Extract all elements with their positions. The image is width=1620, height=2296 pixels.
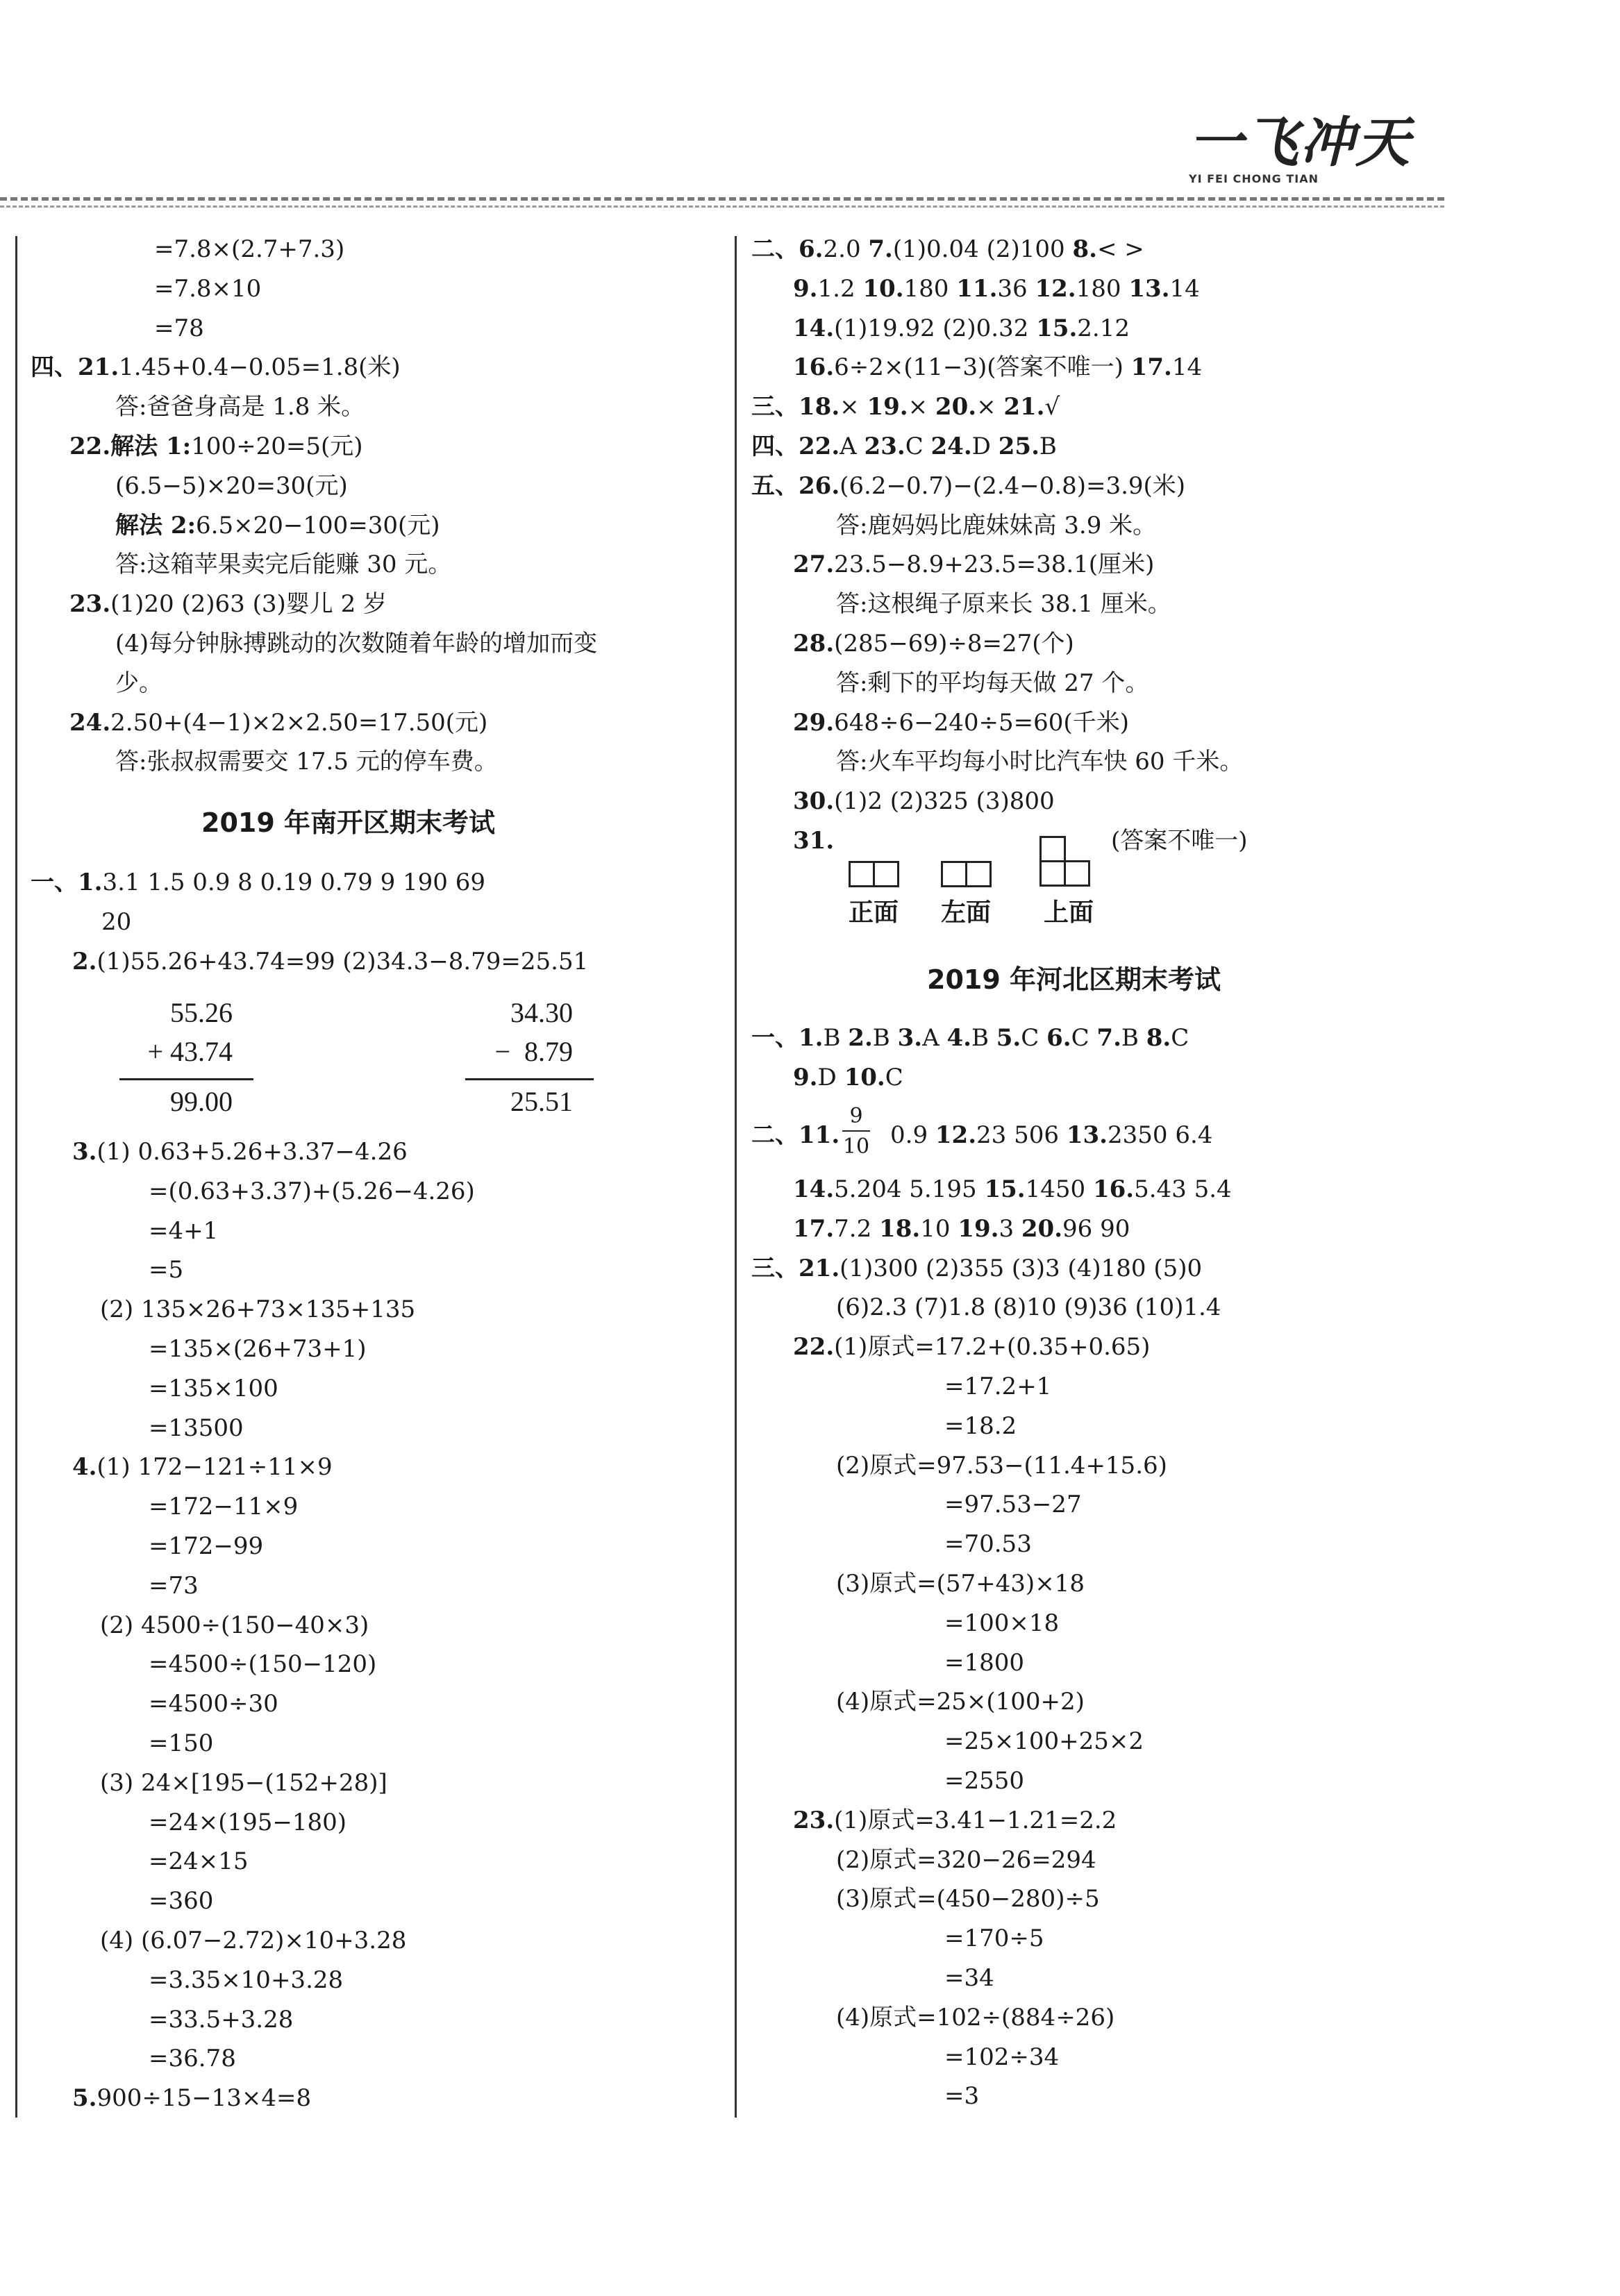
- question-number: 12.: [1035, 274, 1076, 303]
- answer-text: (1)原式=3.41−1.21=2.2: [834, 1806, 1117, 1834]
- answer-text: 3.1 1.5 0.9 8 0.19 0.79 9 190 69: [102, 869, 486, 896]
- nankai-step-line: [149, 1215, 218, 1247]
- answer-text: C: [885, 1063, 903, 1091]
- left-margin-rule: [15, 236, 17, 2118]
- answer-text: (2) 4500÷(150−40×3): [100, 1611, 369, 1639]
- hebei-step-line: [836, 1844, 1096, 1876]
- answer-text: 20: [101, 907, 132, 936]
- answer-text: =4500÷30: [149, 1690, 278, 1718]
- left-answer-line: [115, 746, 498, 778]
- right-answer-line: [793, 273, 1200, 305]
- answer-text: =172−99: [149, 1532, 264, 1560]
- question-number: 13.: [1128, 274, 1170, 303]
- answer-text: =36.78: [149, 2045, 236, 2073]
- subtraction-bottom: − 8.79: [494, 1036, 573, 1067]
- answer-text: (2) 135×26+73×135+135: [100, 1296, 416, 1324]
- left-answer-line: [115, 667, 162, 699]
- question-number: 三、18.: [751, 393, 840, 421]
- question-number: 14.: [793, 314, 835, 342]
- left-answer-line: [154, 273, 261, 305]
- question-number: 9.: [793, 1063, 818, 1091]
- answer-text: (2)原式=97.53−(11.4+15.6): [836, 1451, 1167, 1480]
- question-number: 二、11.: [751, 1121, 840, 1149]
- question-number: 23.: [793, 1806, 835, 1834]
- answer-text: (1)19.92 (2)0.32: [834, 314, 1037, 342]
- answer-text: C: [1071, 1024, 1097, 1052]
- answer-text: 5.204 5.195: [834, 1175, 985, 1203]
- question-number: 2.: [848, 1024, 873, 1052]
- question-number: 7.: [1096, 1024, 1121, 1052]
- addition-bar: [119, 1078, 253, 1080]
- answer-text: A: [922, 1024, 947, 1052]
- answer-text: D: [817, 1063, 844, 1091]
- question-number: 四、21.: [31, 353, 119, 382]
- question-number: 四、22.: [751, 433, 840, 460]
- question-number: 6.: [1046, 1024, 1071, 1052]
- answer-text: (4)每分钟脉搏跳动的次数随着年龄的增加而变: [115, 630, 598, 657]
- nankai-step-line: [149, 1175, 475, 1207]
- nankai-step-line: [149, 1885, 213, 1917]
- answer-text: (3)原式=(450−280)÷5: [836, 1885, 1100, 1913]
- hebei-fraction-line: [890, 1119, 1212, 1151]
- question-number: 4.: [946, 1024, 971, 1052]
- answer-text: (1) 0.63+5.26+3.37−4.26: [97, 1138, 408, 1166]
- answer-text: =7.8×(2.7+7.3): [154, 235, 345, 263]
- answer-text: 答:张叔叔需要交 17.5 元的停车费。: [115, 748, 498, 776]
- answer-text: 5.43 5.4: [1134, 1175, 1232, 1203]
- answer-text: =5: [149, 1256, 184, 1284]
- logo-subtitle: YI FEI CHONG TIAN: [1189, 172, 1319, 185]
- question-number: 9.: [793, 274, 818, 303]
- answer-text: 14: [1171, 353, 1203, 382]
- nankai-step-line: [149, 1570, 199, 1602]
- answer-text: 23 506: [976, 1121, 1067, 1149]
- right-answer-line: [751, 430, 1057, 462]
- question-number: 18.: [879, 1214, 921, 1243]
- question-number: 24.: [930, 433, 972, 460]
- hebei-step-line: [793, 1213, 1130, 1245]
- answer-text: =135×(26+73+1): [149, 1335, 367, 1363]
- hebei-step-line: [944, 1607, 1059, 1639]
- question-number: 22.: [69, 433, 111, 460]
- question-number: 19.: [867, 393, 908, 421]
- nankai-step-line: [100, 1293, 415, 1325]
- question-number: 一、1.: [31, 869, 103, 896]
- right-answer-line: [751, 391, 1060, 423]
- answer-text: (4)原式=25×(100+2): [836, 1688, 1085, 1716]
- question-number: 22.: [793, 1333, 835, 1361]
- front-view-label: 正面: [849, 898, 899, 927]
- nankai-answer-line: [72, 946, 588, 978]
- question-number: 4.: [72, 1453, 97, 1482]
- left-answer-line: [154, 312, 204, 344]
- right-answer-line: [836, 588, 1171, 620]
- answer-text: =4500÷(150−120): [149, 1650, 377, 1679]
- nankai-step-line: [149, 1648, 376, 1680]
- answer-text: 180: [1076, 274, 1129, 303]
- right-answer-line: [793, 825, 834, 857]
- right-answer-line: [836, 667, 1149, 699]
- hebei-step-line: [836, 1883, 1100, 1915]
- right-answer-line: [793, 785, 1055, 817]
- left-answer-line: [115, 548, 451, 580]
- nankai-step-line: [149, 1373, 278, 1405]
- answer-text: =100×18: [944, 1609, 1060, 1637]
- answer-text: C: [905, 433, 931, 460]
- hebei-step-line: [836, 2002, 1114, 2034]
- answer-text: =34: [944, 1964, 994, 1992]
- answer-text: =78: [154, 314, 204, 342]
- answer-text: 答:鹿妈妈比鹿妹妹高 3.9 米。: [836, 511, 1157, 539]
- question-number: 13.: [1066, 1121, 1108, 1149]
- answer-text: 少。: [115, 669, 162, 697]
- hebei-step-line: [944, 1765, 1024, 1797]
- answer-text: 6÷2×(11−3)(答案不唯一): [834, 353, 1131, 382]
- question-number: 21.: [1003, 393, 1045, 421]
- left-view-cell: [965, 861, 992, 887]
- answer-text: =170÷5: [944, 1925, 1044, 1953]
- answer-text: =102÷34: [944, 2043, 1060, 2071]
- logo-title: 一飞冲天: [1189, 112, 1412, 174]
- right-answer-line: [793, 548, 1154, 580]
- fraction-bar: [842, 1130, 870, 1132]
- answer-text: 2.12: [1077, 314, 1130, 342]
- nankai-step-line: [149, 1333, 367, 1365]
- answer-text: 答:火车平均每小时比汽车快 60 千米。: [836, 748, 1244, 776]
- hebei-step-line: [836, 1291, 1221, 1323]
- answer-text: (1)0.04 (2)100: [892, 235, 1073, 263]
- answer-text: (6)2.3 (7)1.8 (8)10 (9)36 (10)1.4: [836, 1293, 1221, 1322]
- left-answer-line: [69, 430, 363, 462]
- answer-text: 0.9: [890, 1121, 935, 1149]
- answer-text: (1)原式=17.2+(0.35+0.65): [834, 1333, 1151, 1361]
- nankai-step-line: [149, 2043, 236, 2075]
- answer-text: =7.8×10: [154, 274, 262, 303]
- answer-text: 100÷20=5(元): [191, 433, 363, 460]
- nankai-step-line: [149, 1727, 213, 1759]
- right-answer-line: [751, 470, 1185, 502]
- answer-text: 10: [920, 1214, 958, 1243]
- answer-text: (4) (6.07−2.72)×10+3.28: [100, 1927, 407, 1954]
- answer-text: (1)20 (2)63 (3)婴儿 2 岁: [110, 590, 387, 619]
- right-answer-line: [751, 233, 1144, 265]
- answer-text: =2550: [944, 1767, 1025, 1795]
- hebei-step-line: [751, 1252, 1202, 1284]
- hebei-answer-line: [751, 1022, 1189, 1054]
- answer-text: =4+1: [149, 1216, 219, 1245]
- answer-text: =(0.63+3.37)+(5.26−4.26): [149, 1177, 475, 1205]
- answer-text: 2350 6.4: [1107, 1121, 1213, 1149]
- question-number: 一、1.: [751, 1024, 824, 1052]
- question-number: 5.: [72, 2084, 97, 2113]
- answer-text: B: [823, 1024, 849, 1052]
- answer-text: 648÷6−240÷5=60(千米): [834, 708, 1129, 737]
- question-number: 17.: [1130, 353, 1172, 382]
- left-answer-line: [69, 588, 387, 620]
- answer-text: (6.5−5)×20=30(元): [115, 471, 348, 500]
- nankai-step-line: [149, 1807, 346, 1838]
- logo: [1189, 110, 1439, 186]
- nankai-step-line: [149, 1845, 249, 1877]
- header-divider-thin: [0, 206, 1444, 208]
- question-number: 五、26.: [751, 471, 840, 500]
- top-view-label: 上面: [1044, 898, 1094, 927]
- hebei-step-line: [944, 2041, 1059, 2073]
- hebei-step-line: [944, 1922, 1044, 1954]
- left-answer-line: [31, 351, 401, 383]
- answer-text: (3) 24×[195−(152+28)]: [100, 1768, 387, 1797]
- nankai-step-line: [149, 1491, 298, 1523]
- question-number: 3.: [897, 1024, 923, 1052]
- answer-text: D: [971, 433, 999, 460]
- answer-text: =1800: [944, 1648, 1025, 1677]
- question-number: 2.: [72, 947, 97, 975]
- left-answer-line: [115, 470, 348, 502]
- left-view-cell: [941, 861, 967, 887]
- question-number: 23.: [69, 590, 111, 619]
- answer-text: 答:这根绳子原来长 38.1 厘米。: [836, 590, 1171, 619]
- question-number: 20.: [1021, 1214, 1063, 1243]
- answer-text: < >: [1096, 235, 1144, 263]
- question-number: 15.: [984, 1175, 1026, 1203]
- top-view-cell: [1039, 836, 1066, 862]
- top-view-cell: [1039, 860, 1066, 887]
- answer-text: =24×(195−180): [149, 1808, 347, 1836]
- answer-text: =17.2+1: [944, 1373, 1052, 1400]
- header-divider: [0, 197, 1444, 201]
- fraction-denominator: 10: [842, 1134, 870, 1159]
- answer-text: (1)300 (2)355 (3)3 (4)180 (5)0: [840, 1254, 1203, 1282]
- question-number: 8.: [1072, 235, 1097, 263]
- answer-text: ×: [976, 393, 1004, 421]
- answer-text: B: [872, 1024, 898, 1052]
- hebei-step-line: [836, 1686, 1085, 1718]
- nankai-step-line: [149, 1254, 183, 1286]
- nankai-answer-line: [101, 906, 131, 938]
- answer-text: 180: [903, 274, 957, 303]
- left-view-label: 左面: [941, 898, 992, 927]
- answer-text: 3: [999, 1214, 1021, 1243]
- answer-text: =172−11×9: [149, 1493, 299, 1521]
- answer-text: =70.53: [944, 1530, 1032, 1559]
- answer-text: =3.35×10+3.28: [149, 1966, 344, 1994]
- section-title-nankai: 2019 年南开区期末考试: [201, 807, 495, 838]
- answer-text: 1450: [1025, 1175, 1093, 1203]
- question-number: 20.: [935, 393, 977, 421]
- section-title-hebei: 2019 年河北区期末考试: [927, 964, 1221, 995]
- answer-text: =24×15: [149, 1847, 249, 1876]
- answer-text: =150: [149, 1729, 214, 1757]
- hebei-step-line: [793, 1173, 1232, 1205]
- answer-text: (1)55.26+43.74=99 (2)34.3−8.79=25.51: [97, 947, 589, 975]
- question-number: 3.: [72, 1138, 97, 1166]
- question-number: 11.: [956, 274, 998, 303]
- question-number: 解法 2:: [115, 511, 197, 539]
- question-number: 8.: [1146, 1024, 1171, 1052]
- top-view-cell: [1064, 860, 1090, 887]
- answer-text: 14: [1169, 274, 1200, 303]
- nankai-step-line: [149, 1412, 244, 1444]
- answer-text: 1.2: [817, 274, 863, 303]
- hebei-step-line: [944, 1410, 1017, 1442]
- hebei-step-line: [944, 1647, 1024, 1679]
- question-number: 7.: [868, 235, 893, 263]
- nankai-step-line: [72, 1136, 408, 1168]
- answer-text: √: [1044, 393, 1060, 421]
- answer-text: ×: [840, 393, 867, 421]
- answer-text: (2)原式=320−26=294: [836, 1845, 1096, 1874]
- question-number: 10.: [844, 1063, 885, 1091]
- question-number: 10.: [862, 274, 904, 303]
- hebei-step-line: [944, 2080, 979, 2112]
- hebei-step-line: [944, 1962, 994, 1994]
- hebei-step-line: [836, 1568, 1085, 1600]
- question-number: 30.: [793, 787, 835, 816]
- answer-text: A: [840, 433, 865, 460]
- answer-text: 36: [997, 274, 1035, 303]
- question-number: 29.: [793, 708, 835, 737]
- nankai-step-line: [100, 1767, 387, 1799]
- answer-text: =360: [149, 1887, 214, 1916]
- question-number: 25.: [998, 433, 1039, 460]
- subtraction-bar: [465, 1078, 594, 1080]
- answer-text: 7.2: [834, 1214, 880, 1243]
- answer-text: B: [1121, 1024, 1146, 1052]
- right-answer-line: [793, 628, 1074, 660]
- answer-text: =18.2: [944, 1411, 1017, 1440]
- nankai-step-line: [149, 1530, 263, 1562]
- subtraction-top: 34.30: [510, 997, 573, 1028]
- right-answer-line: [836, 746, 1243, 778]
- column-divider: [735, 236, 737, 2118]
- right-answer-line: [836, 510, 1156, 542]
- question-number: 14.: [793, 1175, 835, 1203]
- question-number: 16.: [793, 353, 835, 382]
- question-number: 二、6.: [751, 235, 824, 263]
- hebei-step-line: [836, 1450, 1167, 1482]
- nankai-step-line: [149, 1964, 343, 1996]
- left-answer-line: [115, 628, 597, 660]
- question-number: 28.: [793, 630, 835, 657]
- answer-text: =73: [149, 1571, 199, 1600]
- hebei-step-line: [944, 1371, 1051, 1402]
- answer-text: 答:爸爸身高是 1.8 米。: [115, 393, 365, 421]
- question-number: 解法 1:: [110, 433, 192, 460]
- question-number: 17.: [793, 1214, 835, 1243]
- left-answer-line: [154, 233, 344, 265]
- question-number: 24.: [69, 708, 111, 737]
- front-view-cell: [873, 861, 899, 887]
- right-answer-line: [793, 707, 1129, 739]
- answer-text: 1.45+0.4−0.05=1.8(米): [119, 353, 401, 382]
- nankai-step-line: [72, 2082, 311, 2114]
- answer-text: 2.0: [823, 235, 869, 263]
- hebei-step-line: [793, 1331, 1150, 1363]
- nankai-answer-line: [31, 866, 485, 898]
- answer-text: (1) 172−121÷11×9: [97, 1453, 333, 1482]
- addition-bottom: + 43.74: [147, 1036, 233, 1067]
- answer-text: B: [1039, 433, 1057, 460]
- answer-text: ×: [908, 393, 935, 421]
- hebei-step-line: [944, 1489, 1082, 1520]
- answer-text: C: [1171, 1024, 1189, 1052]
- answer-text: =135×100: [149, 1374, 278, 1402]
- hebei-step-line: [944, 1528, 1032, 1560]
- question-number: 27.: [793, 551, 835, 579]
- left-answer-line: [115, 391, 365, 423]
- nankai-step-line: [72, 1451, 333, 1483]
- subtraction-result: 25.51: [510, 1086, 573, 1117]
- addition-result: 99.00: [170, 1086, 233, 1117]
- answer-text: (4)原式=102÷(884÷26): [836, 2003, 1115, 2031]
- answer-text: =3: [944, 2082, 980, 2111]
- answer-text: =25×100+25×2: [944, 1727, 1144, 1756]
- right-answer-line: [793, 351, 1202, 383]
- answer-text: 答:剩下的平均每天做 27 个。: [836, 669, 1149, 697]
- answer-text: B: [971, 1024, 996, 1052]
- answer-text: 900÷15−13×4=8: [97, 2084, 312, 2113]
- question-number: 5.: [996, 1024, 1021, 1052]
- right-answer-line: [793, 312, 1130, 344]
- left-answer-line: [115, 510, 440, 542]
- addition-top: 55.26: [170, 997, 233, 1028]
- question-number: 31.: [793, 827, 835, 855]
- answer-text: =97.53−27: [944, 1491, 1082, 1519]
- nankai-step-line: [100, 1609, 369, 1641]
- nankai-step-line: [149, 1688, 278, 1720]
- answer-text: (6.2−0.7)−(2.4−0.8)=3.9(米): [840, 471, 1186, 500]
- answer-text: C: [1021, 1024, 1047, 1052]
- question-number: 15.: [1036, 314, 1078, 342]
- front-view-cell: [849, 861, 875, 887]
- answer-text: (285−69)÷8=27(个): [834, 630, 1074, 657]
- hebei-answer-line: [793, 1062, 903, 1093]
- hebei-step-line: [944, 1725, 1144, 1757]
- answer-text: 23.5−8.9+23.5=38.1(厘米): [834, 551, 1155, 579]
- answer-text: =33.5+3.28: [149, 2005, 294, 2034]
- nankai-step-line: [100, 1925, 406, 1956]
- question-number: 19.: [958, 1214, 999, 1243]
- answer-text: 答:这箱苹果卖完后能赚 30 元。: [115, 551, 452, 579]
- answer-text: 2.50+(4−1)×2×2.50=17.50(元): [110, 708, 488, 737]
- hebei-step-line: [793, 1804, 1117, 1836]
- answer-text: 96 90: [1062, 1214, 1130, 1243]
- answer-text: (3)原式=(57+43)×18: [836, 1570, 1085, 1598]
- nankai-step-line: [149, 2004, 293, 2036]
- answer-text: 6.5×20−100=30(元): [196, 511, 440, 539]
- fraction-numerator: 9: [849, 1104, 863, 1128]
- question-number: 16.: [1092, 1175, 1135, 1203]
- question-number: 23.: [864, 433, 905, 460]
- answer-text: =13500: [149, 1414, 244, 1442]
- q31-note: (答案不唯一): [1111, 827, 1248, 855]
- question-number: 三、21.: [751, 1254, 840, 1282]
- answer-text: (1)2 (2)325 (3)800: [834, 787, 1055, 816]
- question-number: 12.: [935, 1121, 977, 1149]
- left-answer-line: [69, 707, 487, 739]
